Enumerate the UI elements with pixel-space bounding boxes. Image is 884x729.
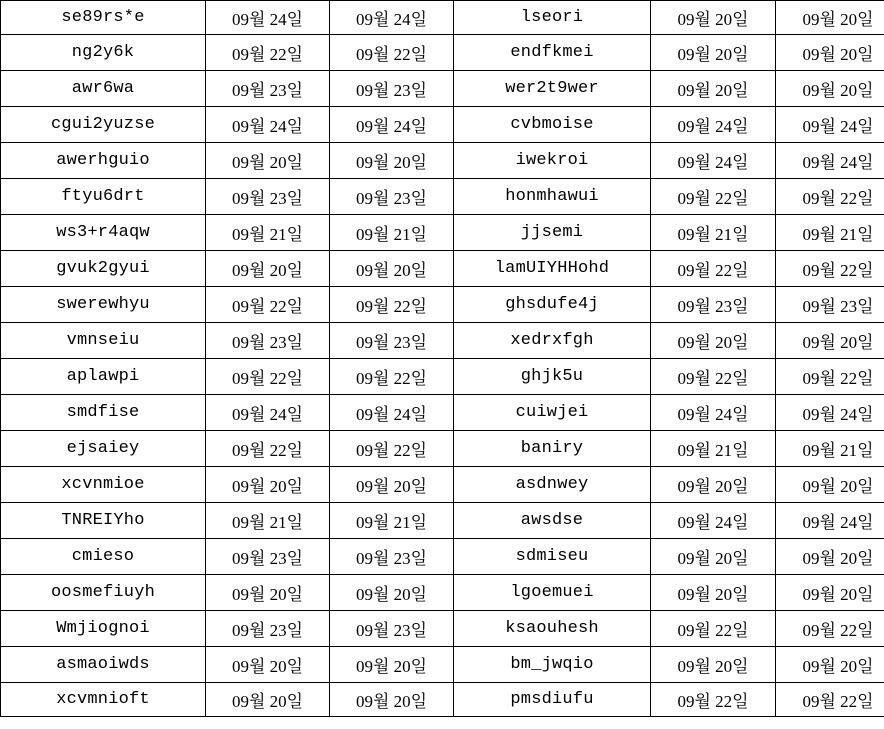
cell-date-4[interactable]: 09월 20일 — [776, 323, 884, 359]
cell-date-1[interactable]: 09월 21일 — [206, 215, 330, 251]
cell-date-2[interactable]: 09월 20일 — [330, 467, 454, 503]
cell-name-left[interactable]: ng2y6k — [1, 35, 206, 71]
table-row[interactable] — [1, 611, 884, 647]
cell-name-left[interactable]: aplawpi — [1, 359, 206, 395]
cell-name-left[interactable]: gvuk2gyui — [1, 251, 206, 287]
cell-name-right[interactable]: pmsdiufu — [454, 683, 651, 717]
cell-date-4[interactable]: 09월 22일 — [776, 683, 884, 717]
cell-date-2[interactable]: 09월 24일 — [330, 395, 454, 431]
cell-name-right[interactable]: xedrxfgh — [454, 323, 651, 359]
cell-name-right[interactable]: baniry — [454, 431, 651, 467]
cell-date-1[interactable]: 09월 20일 — [206, 683, 330, 717]
cell-name-left[interactable]: ejsaiey — [1, 431, 206, 467]
cell-name-right[interactable]: bm_jwqio — [454, 647, 651, 683]
cell-date-3[interactable]: 09월 21일 — [651, 215, 776, 251]
cell-date-4[interactable]: 09월 24일 — [776, 107, 884, 143]
table-row[interactable] — [1, 467, 884, 503]
cell-date-4[interactable]: 09월 20일 — [776, 647, 884, 683]
cell-date-3[interactable]: 09월 20일 — [651, 539, 776, 575]
cell-date-1[interactable]: 09월 23일 — [206, 179, 330, 215]
cell-date-2[interactable]: 09월 23일 — [330, 323, 454, 359]
cell-name-right[interactable]: ksaouhesh — [454, 611, 651, 647]
cell-name-left[interactable]: swerewhyu — [1, 287, 206, 323]
cell-date-3[interactable]: 09월 24일 — [651, 395, 776, 431]
cell-name-right[interactable]: endfkmei — [454, 35, 651, 71]
cell-name-right[interactable]: honmhawui — [454, 179, 651, 215]
cell-date-4[interactable]: 09월 20일 — [776, 1, 884, 35]
cell-date-4[interactable]: 09월 20일 — [776, 467, 884, 503]
cell-name-left[interactable]: xcvnmioe — [1, 467, 206, 503]
cell-date-3[interactable]: 09월 20일 — [651, 323, 776, 359]
cell-date-4[interactable]: 09월 24일 — [776, 143, 884, 179]
cell-name-left[interactable]: awr6wa — [1, 71, 206, 107]
cell-name-right[interactable]: ghjk5u — [454, 359, 651, 395]
cell-date-3[interactable]: 09월 24일 — [651, 503, 776, 539]
cell-date-1[interactable]: 09월 20일 — [206, 575, 330, 611]
cell-date-2[interactable]: 09월 21일 — [330, 503, 454, 539]
table-row[interactable] — [1, 539, 884, 575]
cell-date-2[interactable]: 09월 22일 — [330, 431, 454, 467]
cell-date-1[interactable]: 09월 22일 — [206, 287, 330, 323]
cell-name-left[interactable]: TNREIYho — [1, 503, 206, 539]
cell-date-1[interactable]: 09월 23일 — [206, 539, 330, 575]
cell-name-right[interactable]: lgoemuei — [454, 575, 651, 611]
cell-name-right[interactable]: lamUIYHHohd — [454, 251, 651, 287]
table-row[interactable] — [1, 251, 884, 287]
cell-date-4[interactable]: 09월 20일 — [776, 539, 884, 575]
cell-name-right[interactable]: iwekroi — [454, 143, 651, 179]
cell-date-2[interactable]: 09월 22일 — [330, 35, 454, 71]
cell-date-1[interactable]: 09월 23일 — [206, 323, 330, 359]
cell-date-3[interactable]: 09월 20일 — [651, 71, 776, 107]
cell-date-2[interactable]: 09월 20일 — [330, 251, 454, 287]
table-row[interactable] — [1, 71, 884, 107]
cell-name-left[interactable]: asmaoiwds — [1, 647, 206, 683]
cell-date-3[interactable]: 09월 22일 — [651, 359, 776, 395]
cell-name-right[interactable]: cuiwjei — [454, 395, 651, 431]
cell-date-3[interactable]: 09월 22일 — [651, 251, 776, 287]
cell-date-3[interactable]: 09월 20일 — [651, 647, 776, 683]
cell-date-3[interactable]: 09월 20일 — [651, 1, 776, 35]
cell-date-1[interactable]: 09월 22일 — [206, 431, 330, 467]
cell-name-right[interactable]: asdnwey — [454, 467, 651, 503]
cell-name-left[interactable]: xcvmnioft — [1, 683, 206, 717]
cell-name-right[interactable]: sdmiseu — [454, 539, 651, 575]
table-row[interactable] — [1, 359, 884, 395]
cell-date-3[interactable]: 09월 22일 — [651, 611, 776, 647]
cell-name-right[interactable]: jjsemi — [454, 215, 651, 251]
table-row[interactable] — [1, 179, 884, 215]
cell-date-3[interactable]: 09월 21일 — [651, 431, 776, 467]
cell-date-4[interactable]: 09월 22일 — [776, 251, 884, 287]
cell-date-4[interactable]: 09월 23일 — [776, 287, 884, 323]
cell-date-2[interactable]: 09월 24일 — [330, 1, 454, 35]
table-row[interactable] — [1, 683, 884, 717]
cell-date-2[interactable]: 09월 23일 — [330, 539, 454, 575]
cell-date-2[interactable]: 09월 24일 — [330, 107, 454, 143]
cell-date-2[interactable]: 09월 23일 — [330, 179, 454, 215]
cell-name-right[interactable]: awsdse — [454, 503, 651, 539]
cell-name-right[interactable]: lseori — [454, 1, 651, 35]
cell-date-4[interactable]: 09월 20일 — [776, 575, 884, 611]
cell-date-1[interactable]: 09월 20일 — [206, 251, 330, 287]
cell-name-left[interactable]: vmnseiu — [1, 323, 206, 359]
cell-date-3[interactable]: 09월 22일 — [651, 179, 776, 215]
table-row[interactable] — [1, 1, 884, 35]
cell-date-1[interactable]: 09월 24일 — [206, 395, 330, 431]
cell-date-4[interactable]: 09월 20일 — [776, 35, 884, 71]
cell-name-right[interactable]: wer2t9wer — [454, 71, 651, 107]
table-body — [1, 1, 884, 717]
cell-name-right[interactable]: ghsdufe4j — [454, 287, 651, 323]
cell-date-2[interactable]: 09월 23일 — [330, 71, 454, 107]
cell-date-2[interactable]: 09월 23일 — [330, 611, 454, 647]
cell-date-2[interactable]: 09월 20일 — [330, 143, 454, 179]
cell-name-left[interactable]: Wmjiognoi — [1, 611, 206, 647]
table-row[interactable] — [1, 143, 884, 179]
cell-name-left[interactable]: ftyu6drt — [1, 179, 206, 215]
cell-date-4[interactable]: 09월 22일 — [776, 179, 884, 215]
cell-date-3[interactable]: 09월 20일 — [651, 467, 776, 503]
table-row[interactable] — [1, 35, 884, 71]
cell-date-4[interactable]: 09월 22일 — [776, 359, 884, 395]
cell-date-3[interactable]: 09월 23일 — [651, 287, 776, 323]
cell-date-3[interactable]: 09월 24일 — [651, 143, 776, 179]
cell-date-1[interactable]: 09월 22일 — [206, 35, 330, 71]
cell-date-4[interactable]: 09월 20일 — [776, 71, 884, 107]
cell-date-2[interactable]: 09월 22일 — [330, 287, 454, 323]
table-row[interactable] — [1, 395, 884, 431]
cell-date-1[interactable]: 09월 22일 — [206, 359, 330, 395]
table-row[interactable] — [1, 323, 884, 359]
table-row[interactable] — [1, 215, 884, 251]
cell-date-4[interactable]: 09월 21일 — [776, 215, 884, 251]
cell-date-2[interactable]: 09월 20일 — [330, 575, 454, 611]
cell-name-right[interactable]: cvbmoise — [454, 107, 651, 143]
cell-date-4[interactable]: 09월 21일 — [776, 431, 884, 467]
cell-date-3[interactable]: 09월 24일 — [651, 107, 776, 143]
cell-date-3[interactable]: 09월 20일 — [651, 575, 776, 611]
cell-name-left[interactable]: cgui2yuzse — [1, 107, 206, 143]
cell-date-1[interactable]: 09월 24일 — [206, 107, 330, 143]
cell-date-3[interactable]: 09월 22일 — [651, 683, 776, 717]
cell-date-1[interactable]: 09월 24일 — [206, 1, 330, 35]
cell-date-1[interactable]: 09월 20일 — [206, 143, 330, 179]
cell-date-2[interactable]: 09월 21일 — [330, 215, 454, 251]
cell-date-4[interactable]: 09월 22일 — [776, 611, 884, 647]
cell-date-2[interactable]: 09월 20일 — [330, 647, 454, 683]
cell-date-2[interactable]: 09월 22일 — [330, 359, 454, 395]
cell-date-2[interactable]: 09월 20일 — [330, 683, 454, 717]
table-row[interactable] — [1, 503, 884, 539]
cell-date-3[interactable]: 09월 20일 — [651, 35, 776, 71]
cell-date-1[interactable]: 09월 21일 — [206, 503, 330, 539]
cell-name-left[interactable]: ws3+r4aqw — [1, 215, 206, 251]
table-row[interactable] — [1, 575, 884, 611]
cell-date-1[interactable]: 09월 20일 — [206, 647, 330, 683]
table-row[interactable] — [1, 431, 884, 467]
cell-date-4[interactable]: 09월 24일 — [776, 395, 884, 431]
cell-name-left[interactable]: se89rs*e — [1, 1, 206, 35]
cell-name-left[interactable]: oosmefiuyh — [1, 575, 206, 611]
cell-date-1[interactable]: 09월 20일 — [206, 467, 330, 503]
table-row[interactable] — [1, 287, 884, 323]
cell-date-1[interactable]: 09월 23일 — [206, 611, 330, 647]
cell-name-left[interactable]: awerhguio — [1, 143, 206, 179]
cell-name-left[interactable]: cmieso — [1, 539, 206, 575]
table-row[interactable] — [1, 107, 884, 143]
cell-name-left[interactable]: smdfise — [1, 395, 206, 431]
cell-date-1[interactable]: 09월 23일 — [206, 71, 330, 107]
table-row[interactable] — [1, 647, 884, 683]
cell-date-4[interactable]: 09월 24일 — [776, 503, 884, 539]
